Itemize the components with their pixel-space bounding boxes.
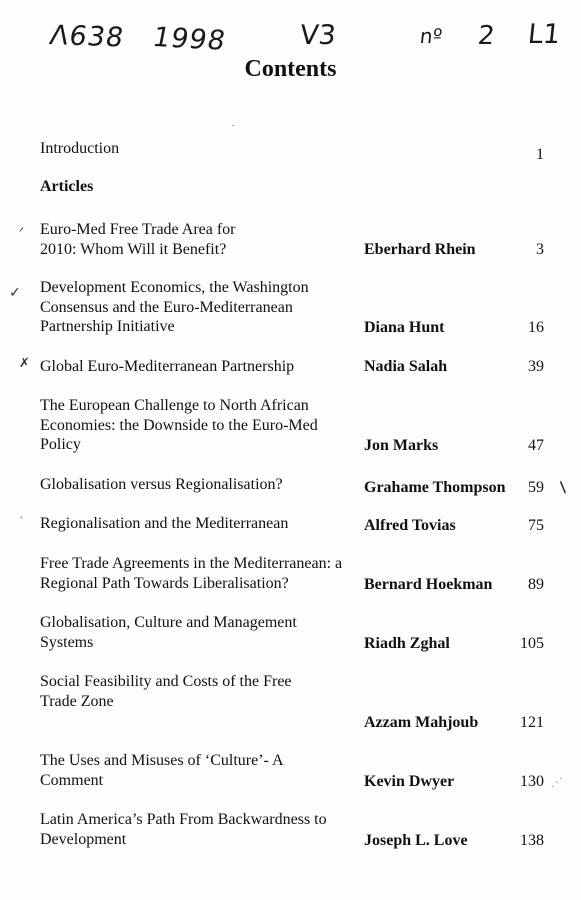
- toc-entry-page: 121: [520, 714, 544, 731]
- toc-entry-introduction: [0, 139, 581, 163]
- toc-entry-author: Jon Marks: [364, 437, 439, 454]
- section-heading-articles: Articles: [40, 178, 94, 195]
- handwritten-number-label: nº: [418, 24, 444, 48]
- margin-dash-mark: `: [19, 515, 25, 528]
- toc-entry-page: 130: [520, 773, 544, 790]
- toc-entry: [0, 220, 581, 260]
- toc-entry-title: The European Challenge to North African Economies: the Downside to the Euro-Med Policy: [40, 397, 318, 453]
- toc-entry-page: 39: [528, 358, 544, 375]
- toc-entry-author: Riadh Zghal: [364, 635, 450, 652]
- toc-entry-author: Alfred Tovias: [364, 517, 456, 534]
- toc-entry-author: Bernard Hoekman: [364, 576, 493, 593]
- toc-entry-author: Azzam Mahjoub: [364, 714, 479, 731]
- toc-entry-title: Development Economics, the Washington Consensus and the Euro-Mediterranean Partnership Initiative: [40, 279, 309, 335]
- toc-entry: [0, 514, 581, 534]
- page-title: Contents: [244, 56, 337, 82]
- toc-entry-title: Free Trade Agreements in the Mediterranean: a Regional Path Towards Liberalisation?: [40, 555, 343, 592]
- margin-scribble-mark: ⋰: [551, 775, 563, 789]
- handwritten-extra: L1: [526, 19, 562, 50]
- toc-entry-title: Regionalisation and the Mediterranean: [40, 515, 289, 532]
- handwritten-code: Λ638: [47, 20, 127, 54]
- toc-entry-title: The Uses and Misuses of ‘Culture’- A Comment: [40, 752, 283, 789]
- toc-entry-author: Diana Hunt: [364, 319, 445, 336]
- margin-tick-mark: ᐟ: [19, 225, 25, 239]
- toc-entry: [0, 613, 581, 653]
- toc-entry-author: Grahame Thompson: [364, 479, 506, 496]
- toc-entry-title: Latin America’s Path From Backwardness to Development: [40, 811, 327, 848]
- toc-entry-title: Introduction: [40, 140, 120, 157]
- toc-entry-author: Kevin Dwyer: [364, 773, 455, 790]
- toc-entry-page: 3: [536, 241, 544, 258]
- toc-entry-title: Global Euro-Mediterranean Partnership: [40, 358, 295, 375]
- scan-speck: [232, 125, 234, 126]
- toc-entry-title: Globalisation versus Regionalisation?: [40, 476, 283, 493]
- toc-entry-page: 89: [528, 576, 544, 593]
- toc-entry-page: 75: [528, 517, 544, 534]
- handwritten-number: 2: [476, 21, 497, 51]
- toc-entry-author: Eberhard Rhein: [364, 241, 476, 258]
- margin-check-mark: ✓: [9, 285, 21, 301]
- toc-entry: [0, 357, 581, 377]
- toc-entry-page: 59: [528, 479, 544, 496]
- toc-entry-page: 138: [520, 832, 544, 849]
- margin-x-mark: ✗: [19, 356, 30, 371]
- toc-entry-page: 16: [528, 319, 544, 336]
- toc-entry: [0, 672, 581, 732]
- toc-entry-page: 105: [520, 635, 544, 652]
- toc-entry: [0, 278, 581, 338]
- toc-entry: [0, 475, 581, 495]
- toc-entry-title: Social Feasibility and Costs of the Free Trade Zone: [40, 673, 292, 710]
- toc-entry-author: Nadia Salah: [364, 358, 448, 375]
- toc-entry: [0, 751, 581, 791]
- toc-entry: [0, 810, 581, 850]
- toc-entry: [0, 396, 581, 456]
- handwritten-volume: V3: [298, 20, 338, 51]
- toc-entry-author: Joseph L. Love: [364, 832, 468, 849]
- toc-entry-page: 47: [528, 437, 544, 454]
- toc-entry: [0, 554, 581, 594]
- toc-entry-page: 1: [536, 146, 544, 163]
- toc-entry-title: Euro-Med Free Trade Area for 2010: Whom Will it Benefit?: [40, 221, 236, 258]
- handwritten-year: 1998: [150, 22, 229, 57]
- toc-entry-title: Globalisation, Culture and Management Systems: [40, 614, 297, 651]
- margin-slash-mark: /: [554, 478, 571, 496]
